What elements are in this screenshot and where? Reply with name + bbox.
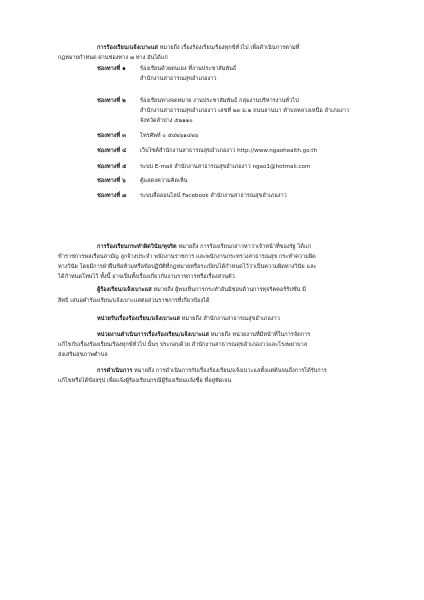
operation-term: การดำเนินการ <box>97 368 133 374</box>
channel-5 <box>97 162 126 172</box>
channel-label: ช่องทางที่ ๑ <box>97 66 126 72</box>
operation-paragraph <box>97 366 327 376</box>
misconduct-line: ข้าราชการพลเรือนสามัญ ลูกจ้างประจำ พนักงานราชการ และพนักงานกระทรวงสาธารณสุข กระทำความผิด <box>58 254 316 260</box>
operating-unit-paragraph <box>97 330 310 340</box>
operating-unit-continuation <box>58 340 307 360</box>
operating-unit-term: หน่วยงานดำเนินการเรื่องร้องเรียน/แจ้งเบาะแส <box>97 332 209 338</box>
complainant-line-2: สิทธิ เสนอคำร้องเรียน/แจ้งเบาะแสต่อส่วนราชการที่เกี่ยวข้องได้ <box>58 298 210 304</box>
misconduct-term: การร้องเรียนกระทำผิดวินัย/ทุจริต <box>97 244 177 250</box>
channel-5-text <box>140 162 310 172</box>
intro-continuation <box>58 53 168 63</box>
receiving-unit-term: หน่วยรับเรื่องร้องเรียน/แจ้งเบาะแส <box>97 316 180 322</box>
channel-7-text <box>140 191 287 201</box>
channel-label: ช่องทางที่ ๖ <box>97 178 126 184</box>
channel-line: ร้องเรียนด้วยตนเอง ที่งานประชาสัมพันธ์ <box>140 66 237 72</box>
channel-label: ช่องทางที่ ๓ <box>97 133 126 139</box>
channel-line: สำนักงานสาธารณสุขอำเภองาว เลขที่ ๒๓ ม.๒ ถนนลานนา ตำบลหลวงเหนือ อำเภองาว <box>140 108 350 115</box>
intro-line-2: กฎหมายกำหนด ผ่านช่องทาง ๗ ทาง อันได้แก่ <box>58 55 168 61</box>
operating-unit-text: หมายถึง หน่วยงานที่มีหน้าที่ในการจัดการ <box>208 332 311 338</box>
channel-line: ร้องเรียนทางจดหมาย งานประชาสัมพันธ์ กลุ่มงานบริหารงานทั่วไป <box>140 98 299 104</box>
channel-6 <box>97 176 126 186</box>
channel-line: สำนักงานสาธารณสุขอำเภองาว <box>140 76 217 83</box>
complainant-text: หมายถึง ผู้พบเห็นการกระทำอันมิชอบด้านการทุจริตคอร์รัปชั่น มี <box>151 287 306 293</box>
channel-label: ช่องทางที่ ๒ <box>97 98 126 104</box>
operating-unit-line: ส่งเสริมสุขภาพตำบล <box>58 352 108 359</box>
channel-line: โทรศัพท์ ๐ ๕๔๒๖๑๔๒๖ <box>140 133 199 139</box>
channel-4-text <box>140 146 317 156</box>
channel-line: ตู้แสดงความคิดเห็น <box>140 178 188 184</box>
channel-2-text <box>140 96 349 126</box>
intro-paragraph <box>97 43 299 53</box>
website-link[interactable]: เว็บไซต์สำนักงานสาธารณสุขอำเภองาว http://www.ngaohealth.go.th <box>140 148 318 154</box>
channel-label: ช่องทางที่ ๔ <box>97 148 127 154</box>
receiving-unit-paragraph <box>97 314 280 324</box>
channel-4 <box>97 146 126 156</box>
channel-label: ช่องทางที่ ๗ <box>97 193 127 199</box>
operation-text: หมายถึง การดำเนินการกับเรื่องร้องเรียน/แจ้งเบาะแสตั้งแต่ต้นจนถึงการได้รับการ <box>132 368 327 374</box>
channel-3-text <box>140 131 198 141</box>
misconduct-continuation <box>58 252 317 282</box>
operation-line-2: แก้ไขหรือได้ข้อสรุป เพื่อแจ้งผู้ร้องเรียนกรณีผู้ร้องเรียนแจ้งชื่อ ที่อยู่ชัดเจน <box>58 378 232 384</box>
complainant-term: ผู้ร้องเรียน/แจ้งเบาะแส <box>97 287 152 293</box>
complainant-continuation <box>58 296 210 306</box>
channel-3 <box>97 131 126 141</box>
misconduct-text: หมายถึง การร้องเรียนกล่าวหาว่าเจ้าหน้าที่ของรัฐ ได้แก่ <box>176 244 311 250</box>
channel-1 <box>97 64 126 74</box>
channel-line: ระบบสื่อออนไลน์ Facebook สำนักงานสาธารณสุขอำเภองาว <box>140 193 287 199</box>
operation-continuation <box>58 376 231 386</box>
operating-unit-line: แก้ไขกับเรื่องร้องเรียน/ร้องทุกข์ทั่วไป นั้นๆ ประกอบด้วย สำนักงานสาธารณสุขอำเภองาวและโรงพยาบาล <box>58 342 308 348</box>
channel-label: ช่องทางที่ ๕ <box>97 164 127 170</box>
intro-text: หมายถึง เรื่องร้องเรียน/ร้องทุกข์ทั่วไป เพื่อดำเนินการตามที่ <box>157 45 300 51</box>
channel-1-text <box>140 64 236 84</box>
misconduct-line: ทางวินัย โดยมีการฝ่าฝืนข้อห้ามหรือข้อปฏิบัติที่กฎหมายหรือระเบียบได้กำหนดไว้ว่าเป็นความผิดทางวินัย และ <box>58 264 317 271</box>
complainant-paragraph <box>97 285 306 295</box>
receiving-unit-text: หมายถึง สำนักงานสาธารณสุขอำเภองาว <box>179 316 280 322</box>
intro-term: การร้องเรียน/แจ้งเบาะแส <box>97 45 158 51</box>
channel-2 <box>97 96 126 106</box>
email-link[interactable]: ระบบ E-mail สำนักงานสาธารณสุขอำเภองาว ngao1@hotmail.com <box>140 164 311 170</box>
channel-6-text <box>140 176 188 186</box>
channel-7 <box>97 191 126 201</box>
misconduct-line: ได้กำหนดโทษไว้ ทั้งนี้ อาจเป็นทั้งเรื่องเกี่ยวกับงานราชการหรือเรื่องส่วนตัว <box>58 274 235 281</box>
misconduct-paragraph <box>97 242 311 252</box>
channel-line: จังหวัดลำปาง ๕๒๑๑๐ <box>140 118 193 125</box>
